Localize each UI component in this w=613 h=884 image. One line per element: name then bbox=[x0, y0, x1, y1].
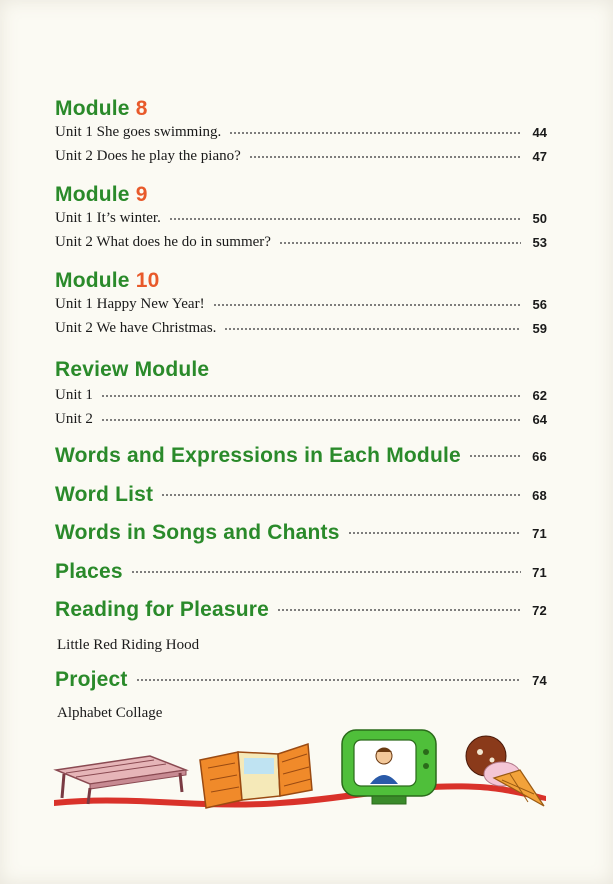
heading-label: Review Module bbox=[55, 358, 210, 381]
page-number: 44 bbox=[532, 125, 547, 140]
module-8-heading[interactable] bbox=[55, 97, 547, 121]
toc-entry-module-9-unit-1[interactable] bbox=[55, 210, 547, 227]
page-number: 72 bbox=[532, 602, 547, 618]
toc-entry-word-list[interactable] bbox=[55, 483, 547, 507]
entry-label: Unit 2 Does he play the piano? bbox=[55, 148, 241, 164]
dot-leader bbox=[101, 391, 521, 401]
window-icon bbox=[200, 744, 312, 808]
module-word: Module bbox=[55, 269, 130, 292]
dot-leader bbox=[101, 415, 521, 425]
project-subtitle: Alphabet Collage bbox=[57, 705, 163, 721]
page-number: 62 bbox=[532, 388, 547, 403]
dot-leader bbox=[169, 214, 521, 224]
ice-cream-icon bbox=[466, 736, 544, 806]
toc-entry-places[interactable] bbox=[55, 560, 547, 584]
entry-label: Places bbox=[55, 560, 123, 583]
module-9-heading[interactable] bbox=[55, 183, 547, 207]
page-number: 74 bbox=[532, 672, 547, 688]
module-word: Module bbox=[55, 97, 130, 120]
toc-entry-module-8-unit-1[interactable] bbox=[55, 124, 547, 141]
entry-label: Project bbox=[55, 668, 128, 691]
dot-leader bbox=[136, 675, 521, 685]
entry-label: Unit 1 Happy New Year! bbox=[55, 296, 205, 312]
dot-leader bbox=[249, 152, 521, 162]
dot-leader bbox=[469, 451, 521, 461]
toc-entry-reading-for-pleasure[interactable] bbox=[55, 598, 547, 622]
dot-leader bbox=[279, 238, 521, 248]
toc-entry-project[interactable] bbox=[55, 668, 547, 692]
module-10-heading[interactable] bbox=[55, 269, 547, 293]
page-number: 47 bbox=[532, 149, 547, 164]
entry-label: Unit 2 bbox=[55, 411, 93, 427]
bench-icon bbox=[56, 756, 186, 804]
toc-entry-module-10-unit-1[interactable] bbox=[55, 296, 547, 313]
page-number: 64 bbox=[532, 412, 547, 427]
toc-entry-review-unit-1[interactable] bbox=[55, 387, 547, 404]
module-number: 8 bbox=[135, 97, 148, 120]
page-number: 66 bbox=[532, 448, 547, 464]
entry-label: Reading for Pleasure bbox=[55, 598, 270, 621]
page-number: 59 bbox=[532, 321, 547, 336]
entry-label: Words and Expressions in Each Module bbox=[55, 444, 461, 467]
entry-label: Words in Songs and Chants bbox=[55, 521, 340, 544]
dot-leader bbox=[161, 490, 521, 500]
toc-entry-words-and-expressions[interactable] bbox=[55, 444, 547, 468]
reading-subtitle: Little Red Riding Hood bbox=[57, 637, 200, 653]
toc-entry-module-10-unit-2[interactable] bbox=[55, 320, 547, 337]
module-number: 9 bbox=[135, 183, 148, 206]
page-number: 50 bbox=[532, 211, 547, 226]
entry-label: Word List bbox=[55, 483, 154, 506]
decorative-illustration bbox=[50, 722, 550, 822]
dot-leader bbox=[213, 300, 521, 310]
dot-leader bbox=[229, 128, 521, 138]
entry-label: Unit 1 It’s winter. bbox=[55, 210, 161, 226]
dot-leader bbox=[277, 605, 521, 615]
page-number: 71 bbox=[532, 564, 547, 580]
page-number: 71 bbox=[532, 525, 547, 541]
toc-entry-review-unit-2[interactable] bbox=[55, 411, 547, 428]
entry-label: Unit 2 What does he do in summer? bbox=[55, 234, 271, 250]
entry-label: Unit 1 bbox=[55, 387, 93, 403]
module-word: Module bbox=[55, 183, 130, 206]
review-module-heading[interactable] bbox=[55, 358, 547, 382]
page-number: 68 bbox=[532, 487, 547, 503]
toc-entry-songs-and-chants[interactable] bbox=[55, 521, 547, 545]
module-number: 10 bbox=[135, 269, 160, 292]
entry-label: Unit 2 We have Christmas. bbox=[55, 320, 217, 336]
entry-label: Unit 1 She goes swimming. bbox=[55, 124, 222, 140]
page-number: 56 bbox=[532, 297, 547, 312]
dot-leader bbox=[131, 567, 521, 577]
toc-entry-module-9-unit-2[interactable] bbox=[55, 234, 547, 251]
toc-entry-module-8-unit-2[interactable] bbox=[55, 148, 547, 165]
television-icon bbox=[342, 730, 436, 804]
dot-leader bbox=[224, 324, 521, 334]
dot-leader bbox=[348, 528, 521, 538]
page-number: 53 bbox=[532, 235, 547, 250]
